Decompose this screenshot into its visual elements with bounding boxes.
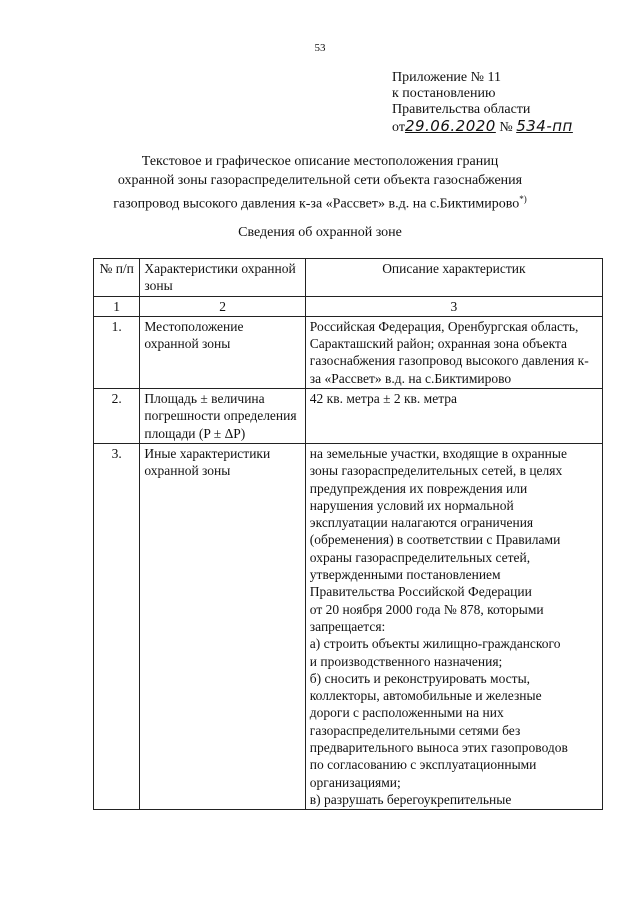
description-line: б) сносить и реконструировать мосты,: [309, 670, 531, 686]
row-name: Местоположение охранной зоны: [140, 316, 305, 388]
appendix-date: 29.06.2020: [404, 117, 496, 135]
document-title: [0, 152, 640, 214]
appendix-line-4: [392, 118, 573, 136]
title-footnote-mark: *): [519, 194, 527, 204]
protection-zone-table: [93, 258, 603, 810]
table-row: [94, 316, 603, 388]
description-line: зоны газораспределительных сетей, в целях: [309, 463, 563, 479]
table-header-row: [94, 259, 603, 297]
title-line-3: [0, 190, 640, 214]
description-line: и производственного назначения;: [309, 653, 503, 669]
row-description: Российская Федерация, Оренбургская область, Саракташский район; охранная зона объекта газоснабжения газопровод высокого давления к-за «Рассвет» в.д. на с.Биктимирово: [305, 316, 602, 388]
description-line: предварительного выноса этих газопроводов: [309, 740, 568, 756]
row-name: Иные характеристики охранной зоны: [140, 443, 305, 809]
appendix-block: [392, 70, 573, 136]
description-line: а) строить объекты жилищно-гражданского: [309, 636, 561, 652]
appendix-line-1: Приложение № 11: [392, 70, 501, 85]
row-description: 42 кв. метра ± 2 кв. метра: [305, 389, 602, 444]
description-line: организациями;: [309, 774, 401, 790]
description-line: по согласованию с эксплуатационными: [309, 757, 537, 773]
description-line: дороги с расположенными на них: [309, 705, 504, 721]
title-line-2: охранной зоны газораспределительной сети объекта газоснабжения: [117, 173, 523, 188]
row-number: 1.: [94, 316, 140, 388]
header-characteristics: Характеристики охранной зоны: [140, 259, 305, 297]
col-number-3: 3: [305, 296, 602, 316]
title-line-1: Текстовое и графическое описание местоположения границ: [141, 154, 499, 169]
table-row: [94, 443, 603, 809]
row-description: [305, 443, 602, 809]
description-line: охраны газораспределительных сетей,: [309, 549, 531, 565]
header-number: № п/п: [94, 259, 140, 297]
description-line: в) разрушать берегоукрепительные: [309, 791, 512, 807]
col-number-2: 2: [140, 296, 305, 316]
description-line: предупреждения их повреждения или: [309, 480, 528, 496]
appendix-number: 534-пп: [516, 117, 573, 135]
description-line: коллекторы, автомобильные и железные: [309, 688, 542, 704]
description-line: (обременения) в соответствии с Правилами: [309, 532, 561, 548]
description-line: нарушения условий их нормальной: [309, 497, 514, 513]
page-number: 53: [314, 42, 326, 54]
section-subtitle: Сведения об охранной зоне: [238, 225, 402, 240]
description-line: от 20 ноября 2000 года № 878, которыми: [309, 601, 544, 617]
table-row: [94, 389, 603, 444]
col-number-1: 1: [94, 296, 140, 316]
title-line-3-text: газопровод высокого давления к-за «Рассвет» в.д. на с.Биктимирово: [113, 196, 520, 212]
description-line: запрещается:: [309, 618, 386, 634]
appendix-line-3: Правительства области: [392, 102, 531, 117]
description-line: эксплуатации налагаются ограничения: [309, 515, 534, 531]
appendix-no-sign: №: [499, 120, 513, 135]
header-description: Описание характеристик: [305, 259, 602, 297]
description-line: на земельные участки, входящие в охранные: [309, 445, 567, 461]
table-column-number-row: [94, 296, 603, 316]
row-number: 3.: [94, 443, 140, 809]
row-name: Площадь ± величина погрешности определения площади (P ± ΔP): [140, 389, 305, 444]
appendix-line-2: к постановлению: [392, 86, 496, 101]
description-line: утвержденными постановлением: [309, 567, 501, 583]
appendix-from-prefix: от: [392, 120, 405, 135]
description-line: газораспределительными сетями без: [309, 722, 521, 738]
row-number: 2.: [94, 389, 140, 444]
description-line: Правительства Российской Федерации: [309, 584, 532, 600]
